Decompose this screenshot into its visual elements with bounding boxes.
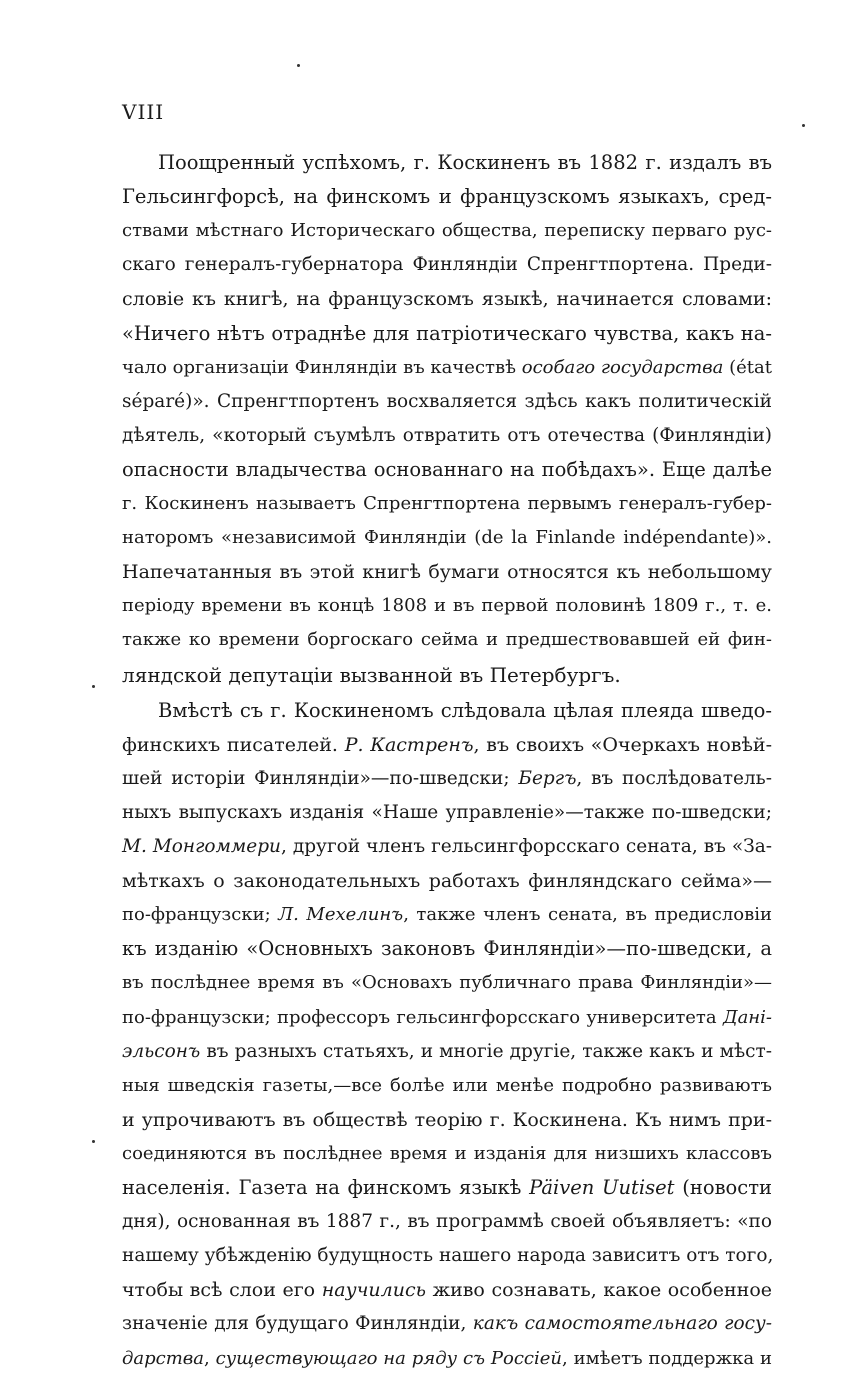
text-span: опасности владычества основаннаго на побѣдахъ». Еще далѣе: [122, 457, 772, 481]
text-span: (état: [723, 356, 772, 378]
text-span: по-французски;: [122, 904, 279, 926]
text-line: [122, 1171, 772, 1205]
text-span: и упрочиваютъ въ обществѣ теорію г. Коскинена. Къ нимъ при-: [122, 1108, 772, 1131]
text-line: [158, 694, 772, 728]
text-line: [122, 248, 772, 282]
text-span: соединяются въ послѣднее время и изданія для низшихъ классовъ: [122, 1142, 772, 1164]
text-line: [122, 966, 772, 1000]
text-line: [122, 1273, 772, 1307]
text-span: по-французски; профессоръ гельсингфорсскаго университета: [122, 1006, 723, 1028]
text-span: , имѣетъ поддержка и: [562, 1347, 772, 1369]
scan-speck: [92, 685, 95, 688]
italic-text: дарства: [122, 1347, 205, 1369]
italic-text: Р. Кастренъ: [344, 733, 474, 756]
text-span: «Ничего нѣтъ отраднѣе для патріотическаго чувства, какъ на-: [122, 321, 772, 345]
text-span: словіе къ книгѣ, на французскомъ языкѣ, начинается словами:: [122, 288, 772, 311]
text-span: періоду времени въ концѣ 1808 и въ первой половинѣ 1809 г., т. е.: [122, 595, 772, 617]
scan-speck: [297, 64, 300, 67]
text-line: [122, 214, 772, 248]
text-line: [122, 1035, 772, 1069]
text-line: [122, 1239, 772, 1273]
text-line: [122, 623, 772, 657]
text-line: [122, 1137, 772, 1171]
text-span: Поощренный успѣхомъ, г. Коскиненъ въ 1882 г. издалъ въ: [158, 151, 772, 174]
text-line: [122, 762, 772, 796]
text-line: [122, 898, 772, 932]
text-line: [158, 146, 772, 180]
text-span: séparé)». Спренгтпортенъ восхваляется здѣсь какъ политическій: [122, 390, 772, 412]
italic-text: М. Монгоммери: [122, 836, 281, 857]
text-span: , въ послѣдователь-: [576, 767, 772, 789]
text-span: ляндской депутаціи вызванной въ Петербургъ.: [122, 662, 621, 687]
text-span: чало организаціи Финляндіи въ качествѣ: [122, 356, 522, 378]
text-span: (новости: [674, 1176, 772, 1199]
text-line: [122, 1342, 772, 1376]
scan-speck: [802, 124, 805, 127]
text-span: нашему убѣжденію будущность нашего народа зависитъ отъ того,: [122, 1245, 774, 1267]
text-span: шей исторіи Финляндіи»—по-шведски;: [122, 767, 519, 789]
text-line: [122, 1307, 772, 1341]
italic-text: существующаго на ряду съ Россіей: [215, 1347, 563, 1369]
text-line: [122, 555, 772, 589]
text-line: [122, 658, 772, 692]
italic-text: особаго государства: [521, 356, 724, 378]
text-span: Вмѣстѣ съ г. Коскиненомъ слѣдовала цѣлая плеяда шведо-: [158, 698, 772, 722]
text-span: чтобы всѣ слои его: [122, 1279, 322, 1302]
text-line: [122, 728, 772, 762]
text-span: , въ своихъ «Очеркахъ новѣй-: [473, 733, 772, 756]
page-number: VIII: [122, 100, 165, 124]
text-line: [122, 830, 772, 864]
text-span: дѣятель, «который съумѣлъ отвратить отъ отечества (Финляндіи): [122, 424, 772, 446]
text-line: [122, 282, 772, 316]
text-line: [122, 864, 772, 898]
text-line: [122, 796, 772, 830]
text-line: [122, 589, 772, 623]
text-line: [122, 385, 772, 419]
text-span: значеніе для будущаго Финляндіи,: [122, 1313, 473, 1335]
text-span: Гельсингфорсѣ, на финскомъ и французскомъ языкахъ, сред-: [122, 185, 772, 209]
text-line: [122, 419, 772, 453]
text-line: [122, 1001, 772, 1035]
text-line: [122, 1069, 772, 1103]
text-span: населенія. Газета на финскомъ языкѣ: [122, 1176, 530, 1199]
text-span: Напечатанныя въ этой книгѣ бумаги относятся къ небольшому: [122, 561, 772, 584]
text-line: [122, 180, 772, 214]
text-span: , другой членъ гельсингфорсскаго сената, въ «За-: [280, 836, 772, 857]
text-line: [122, 487, 772, 521]
italic-text: Л. Мехелинъ: [278, 904, 404, 926]
text-span: скаго генералъ-губернатора Финляндіи Спренгтпортена. Преди-: [122, 254, 772, 276]
text-span: ныхъ выпускахъ изданія «Наше управленіе»—также по-шведски;: [122, 801, 772, 823]
text-line: [122, 1205, 772, 1239]
italic-text: Бергъ: [518, 767, 577, 789]
text-span: въ послѣднее время въ «Основахъ публичнаго права Финляндіи»—: [122, 972, 772, 994]
text-span: г. Коскиненъ называетъ Спренгтпортена первымъ генералъ-губер-: [122, 493, 772, 514]
italic-text: эльсонъ: [122, 1040, 201, 1062]
text-span: въ разныхъ статьяхъ, и многіе другіе, также какъ и мѣст-: [200, 1040, 772, 1062]
scan-speck: [92, 1140, 95, 1143]
text-span: наторомъ «независимой Финляндіи (de la Finlande indépendante)».: [122, 527, 772, 549]
text-span: , также членъ сената, въ предисловіи: [403, 904, 772, 926]
text-line: [122, 453, 772, 487]
italic-text: Päiven Uutiset: [529, 1176, 675, 1199]
text-span: ныя шведскія газеты,—все болѣе или менѣе подробно развиваютъ: [122, 1074, 772, 1096]
text-line: [122, 932, 772, 966]
text-span: дня), основанная въ 1887 г., въ программѣ своей объявляетъ: «по: [122, 1211, 772, 1233]
text-span: ствами мѣстнаго Историческаго общества, переписку перваго рус-: [122, 220, 772, 242]
italic-text: какъ самостоятельнаго госу-: [472, 1313, 773, 1335]
text-line: [122, 1103, 772, 1137]
text-span: живо сознавать, какое особенное: [425, 1279, 772, 1302]
text-line: [122, 351, 772, 385]
text-span: мѣткахъ о законодательныхъ работахъ финляндскаго сейма»—: [122, 870, 772, 893]
italic-text: научились: [321, 1279, 426, 1302]
text-span: ,: [204, 1347, 216, 1369]
text-span: къ изданію «Основныхъ законовъ Финляндіи»—по-шведски, а: [122, 937, 772, 961]
text-span: также ко времени боргоскаго сейма и предшествовавшей ей фин-: [122, 629, 772, 651]
text-span: финскихъ писателей.: [122, 733, 345, 756]
italic-text: Дані-: [722, 1006, 772, 1028]
text-line: [122, 317, 772, 351]
text-line: [122, 521, 772, 555]
